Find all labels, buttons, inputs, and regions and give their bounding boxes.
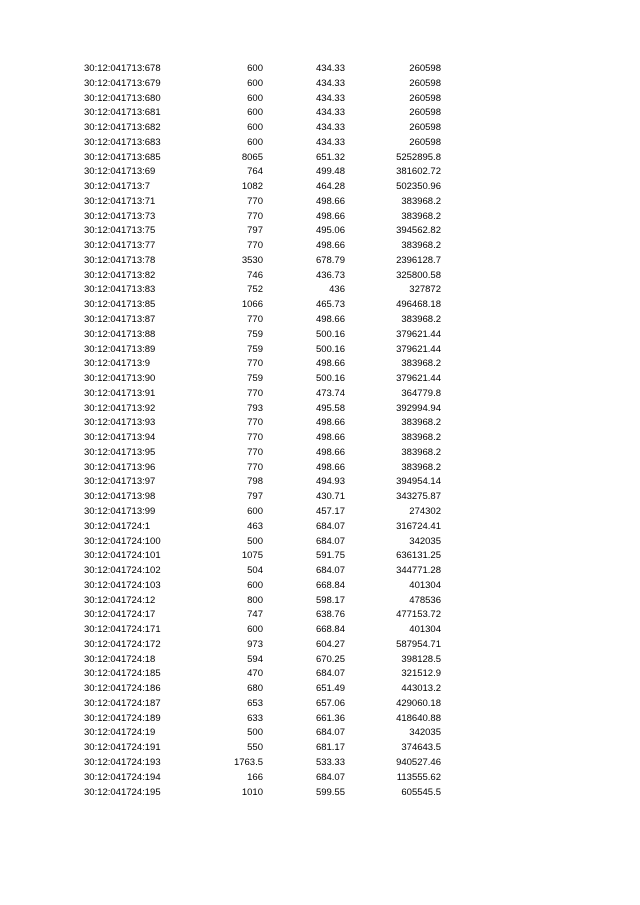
table-row [0,461,640,476]
table-row [0,180,640,195]
unit-value-cell: 498.66 [315,461,345,473]
table-row [0,210,640,225]
area-cell: 770 [247,314,263,326]
cadastral-number-cell: 30:12:041724:194 [84,771,161,783]
cadastral-number-cell: 30:12:041713:89 [84,343,156,355]
area-cell: 8065 [241,151,263,163]
table-row [0,475,640,490]
total-value-cell: 383968.2 [401,417,441,429]
table-row [0,283,640,298]
total-value-cell: 260598 [409,92,441,104]
spreadsheet-table [0,62,640,800]
cadastral-number-cell: 30:12:041713:83 [84,284,156,296]
cadastral-number-cell: 30:12:041713:71 [84,195,156,207]
total-value-cell: 587954.71 [396,638,441,650]
table-row [0,151,640,166]
cadastral-number-cell: 30:12:041713:77 [84,240,156,252]
table-row [0,62,640,77]
unit-value-cell: 495.06 [315,225,345,237]
unit-value-cell: 434.33 [315,136,345,148]
table-row [0,372,640,387]
table-row [0,653,640,668]
table-row [0,431,640,446]
total-value-cell: 379621.44 [396,373,441,385]
table-row [0,328,640,343]
unit-value-cell: 651.32 [315,151,345,163]
total-value-cell: 379621.44 [396,343,441,355]
total-value-cell: 2396128.7 [396,254,441,266]
total-value-cell: 401304 [409,579,441,591]
table-row [0,402,640,417]
area-cell: 797 [247,225,263,237]
table-row [0,535,640,550]
cadastral-number-cell: 30:12:041724:17 [84,609,156,621]
total-value-cell: 394954.14 [396,476,441,488]
unit-value-cell: 657.06 [315,697,345,709]
area-cell: 793 [247,402,263,414]
total-value-cell: 496468.18 [396,299,441,311]
area-cell: 797 [247,491,263,503]
cadastral-number-cell: 30:12:041724:187 [84,697,161,709]
area-cell: 770 [247,210,263,222]
cadastral-number-cell: 30:12:041724:186 [84,683,161,695]
cadastral-number-cell: 30:12:041713:97 [84,476,156,488]
total-value-cell: 325800.58 [396,269,441,281]
cadastral-number-cell: 30:12:041713:681 [84,107,161,119]
total-value-cell: 383968.2 [401,240,441,252]
table-row [0,726,640,741]
unit-value-cell: 499.48 [315,166,345,178]
unit-value-cell: 430.71 [315,491,345,503]
table-row [0,239,640,254]
cadastral-number-cell: 30:12:041724:172 [84,638,161,650]
area-cell: 550 [247,742,263,754]
total-value-cell: 605545.5 [401,786,441,798]
total-value-cell: 383968.2 [401,432,441,444]
cadastral-number-cell: 30:12:041713:679 [84,77,161,89]
total-value-cell: 321512.9 [401,668,441,680]
unit-value-cell: 651.49 [315,683,345,695]
total-value-cell: 274302 [409,505,441,517]
unit-value-cell: 457.17 [315,505,345,517]
cadastral-number-cell: 30:12:041724:100 [84,535,161,547]
table-row [0,269,640,284]
total-value-cell: 383968.2 [401,358,441,370]
cadastral-number-cell: 30:12:041713:78 [84,254,156,266]
area-cell: 600 [247,77,263,89]
total-value-cell: 401304 [409,624,441,636]
total-value-cell: 316724.41 [396,520,441,532]
table-row [0,505,640,520]
cadastral-number-cell: 30:12:041713:682 [84,122,161,134]
total-value-cell: 5252895.8 [396,151,441,163]
unit-value-cell: 498.66 [315,240,345,252]
table-row [0,165,640,180]
total-value-cell: 940527.46 [396,756,441,768]
unit-value-cell: 684.07 [315,668,345,680]
table-row [0,623,640,638]
area-cell: 770 [247,358,263,370]
table-row [0,682,640,697]
cadastral-number-cell: 30:12:041724:18 [84,653,156,665]
total-value-cell: 383968.2 [401,195,441,207]
total-value-cell: 260598 [409,63,441,74]
area-cell: 759 [247,328,263,340]
area-cell: 764 [247,166,263,178]
cadastral-number-cell: 30:12:041713:85 [84,299,156,311]
table-row [0,416,640,431]
unit-value-cell: 498.66 [315,432,345,444]
cadastral-number-cell: 30:12:041713:685 [84,151,161,163]
area-cell: 600 [247,505,263,517]
area-cell: 600 [247,122,263,134]
area-cell: 770 [247,417,263,429]
table-row [0,594,640,609]
cadastral-number-cell: 30:12:041724:19 [84,727,156,739]
area-cell: 770 [247,432,263,444]
unit-value-cell: 500.16 [315,343,345,355]
table-row [0,712,640,727]
table-row [0,224,640,239]
unit-value-cell: 684.07 [315,520,345,532]
unit-value-cell: 436 [329,284,345,296]
total-value-cell: 392994.94 [396,402,441,414]
table-row [0,77,640,92]
area-cell: 470 [247,668,263,680]
unit-value-cell: 498.66 [315,314,345,326]
unit-value-cell: 638.76 [315,609,345,621]
unit-value-cell: 591.75 [315,550,345,562]
table-row [0,579,640,594]
cadastral-number-cell: 30:12:041724:103 [84,579,161,591]
total-value-cell: 327872 [409,284,441,296]
cadastral-number-cell: 30:12:041724:191 [84,742,161,754]
total-value-cell: 383968.2 [401,461,441,473]
cadastral-number-cell: 30:12:041713:93 [84,417,156,429]
unit-value-cell: 498.66 [315,195,345,207]
cadastral-number-cell: 30:12:041713:96 [84,461,156,473]
cadastral-number-cell: 30:12:041724:189 [84,712,161,724]
total-value-cell: 342035 [409,535,441,547]
area-cell: 1082 [241,181,263,193]
total-value-cell: 342035 [409,727,441,739]
cadastral-number-cell: 30:12:041724:195 [84,786,161,798]
total-value-cell: 398128.5 [401,653,441,665]
table-row [0,667,640,682]
total-value-cell: 381602.72 [396,166,441,178]
table-row [0,343,640,358]
unit-value-cell: 668.84 [315,579,345,591]
table-row [0,520,640,535]
area-cell: 800 [247,594,263,606]
total-value-cell: 379621.44 [396,328,441,340]
table-row [0,121,640,136]
area-cell: 680 [247,683,263,695]
cadastral-number-cell: 30:12:041713:69 [84,166,156,178]
total-value-cell: 383968.2 [401,210,441,222]
total-value-cell: 502350.96 [396,181,441,193]
cadastral-number-cell: 30:12:041713:87 [84,314,156,326]
area-cell: 1075 [241,550,263,562]
cadastral-number-cell: 30:12:041713:94 [84,432,156,444]
cadastral-number-cell: 30:12:041713:92 [84,402,156,414]
unit-value-cell: 498.66 [315,417,345,429]
table-row [0,313,640,328]
unit-value-cell: 498.66 [315,446,345,458]
table-row [0,490,640,505]
cadastral-number-cell: 30:12:041713:7 [84,181,151,193]
table-row [0,697,640,712]
table-row [0,387,640,402]
unit-value-cell: 500.16 [315,373,345,385]
total-value-cell: 343275.87 [396,491,441,503]
cadastral-number-cell: 30:12:041724:102 [84,565,161,577]
unit-value-cell: 668.84 [315,624,345,636]
total-value-cell: 383968.2 [401,446,441,458]
cadastral-number-cell: 30:12:041713:82 [84,269,156,281]
unit-value-cell: 473.74 [315,387,345,399]
total-value-cell: 443013.2 [401,683,441,695]
table-row [0,638,640,653]
table-row [0,298,640,313]
area-cell: 770 [247,195,263,207]
area-cell: 746 [247,269,263,281]
unit-value-cell: 494.93 [315,476,345,488]
unit-value-cell: 434.33 [315,63,345,74]
unit-value-cell: 684.07 [315,535,345,547]
total-value-cell: 383968.2 [401,314,441,326]
unit-value-cell: 436.73 [315,269,345,281]
unit-value-cell: 684.07 [315,727,345,739]
total-value-cell: 260598 [409,122,441,134]
table-row [0,106,640,121]
cadastral-number-cell: 30:12:041724:12 [84,594,156,606]
total-value-cell: 477153.72 [396,609,441,621]
area-cell: 770 [247,446,263,458]
area-cell: 747 [247,609,263,621]
area-cell: 500 [247,535,263,547]
area-cell: 594 [247,653,263,665]
cadastral-number-cell: 30:12:041713:9 [84,358,151,370]
area-cell: 1066 [241,299,263,311]
cadastral-number-cell: 30:12:041713:90 [84,373,156,385]
cadastral-number-cell: 30:12:041713:98 [84,491,156,503]
area-cell: 770 [247,240,263,252]
table-row [0,786,640,801]
unit-value-cell: 598.17 [315,594,345,606]
total-value-cell: 478536 [409,594,441,606]
table-row [0,549,640,564]
total-value-cell: 113555.62 [396,771,441,783]
area-cell: 770 [247,387,263,399]
total-value-cell: 260598 [409,136,441,148]
area-cell: 600 [247,107,263,119]
area-cell: 3530 [241,254,263,266]
cadastral-number-cell: 30:12:041713:75 [84,225,156,237]
area-cell: 600 [247,136,263,148]
total-value-cell: 429060.18 [396,697,441,709]
cadastral-number-cell: 30:12:041724:185 [84,668,161,680]
table-row [0,195,640,210]
total-value-cell: 260598 [409,77,441,89]
total-value-cell: 260598 [409,107,441,119]
unit-value-cell: 604.27 [315,638,345,650]
unit-value-cell: 661.36 [315,712,345,724]
cadastral-number-cell: 30:12:041713:99 [84,505,156,517]
table-row [0,92,640,107]
cadastral-number-cell: 30:12:041724:171 [84,624,161,636]
unit-value-cell: 498.66 [315,210,345,222]
table-row [0,357,640,372]
area-cell: 973 [247,638,263,650]
area-cell: 759 [247,373,263,385]
area-cell: 600 [247,63,263,74]
cadastral-number-cell: 30:12:041713:680 [84,92,161,104]
area-cell: 653 [247,697,263,709]
cadastral-number-cell: 30:12:041713:88 [84,328,156,340]
unit-value-cell: 464.28 [315,181,345,193]
table-row [0,756,640,771]
unit-value-cell: 498.66 [315,358,345,370]
cadastral-number-cell: 30:12:041713:95 [84,446,156,458]
table-row [0,254,640,269]
area-cell: 504 [247,565,263,577]
unit-value-cell: 599.55 [315,786,345,798]
area-cell: 600 [247,579,263,591]
area-cell: 770 [247,461,263,473]
total-value-cell: 418640.88 [396,712,441,724]
cadastral-number-cell: 30:12:041724:193 [84,756,161,768]
cadastral-number-cell: 30:12:041713:73 [84,210,156,222]
area-cell: 500 [247,727,263,739]
total-value-cell: 394562.82 [396,225,441,237]
unit-value-cell: 670.25 [315,653,345,665]
total-value-cell: 364779.8 [401,387,441,399]
unit-value-cell: 533.33 [315,756,345,768]
table-row [0,564,640,579]
unit-value-cell: 434.33 [315,77,345,89]
area-cell: 1763.5 [233,756,263,768]
unit-value-cell: 465.73 [315,299,345,311]
unit-value-cell: 434.33 [315,122,345,134]
cadastral-number-cell: 30:12:041713:683 [84,136,161,148]
area-cell: 600 [247,624,263,636]
cadastral-number-cell: 30:12:041724:1 [84,520,151,532]
table-row [0,608,640,623]
area-cell: 759 [247,343,263,355]
area-cell: 166 [247,771,263,783]
unit-value-cell: 684.07 [315,565,345,577]
area-cell: 600 [247,92,263,104]
unit-value-cell: 434.33 [315,92,345,104]
area-cell: 633 [247,712,263,724]
table-row [0,446,640,461]
unit-value-cell: 495.58 [315,402,345,414]
unit-value-cell: 500.16 [315,328,345,340]
area-cell: 752 [247,284,263,296]
cadastral-number-cell: 30:12:041713:678 [84,63,161,74]
unit-value-cell: 434.33 [315,107,345,119]
table-row [0,771,640,786]
unit-value-cell: 678.79 [315,254,345,266]
unit-value-cell: 681.17 [315,742,345,754]
cadastral-number-cell: 30:12:041724:101 [84,550,161,562]
table-row [0,741,640,756]
total-value-cell: 374643.5 [401,742,441,754]
area-cell: 1010 [241,786,263,798]
total-value-cell: 344771.28 [396,565,441,577]
unit-value-cell: 684.07 [315,771,345,783]
table-row [0,136,640,151]
cadastral-number-cell: 30:12:041713:91 [84,387,156,399]
total-value-cell: 636131.25 [396,550,441,562]
area-cell: 798 [247,476,263,488]
area-cell: 463 [247,520,263,532]
